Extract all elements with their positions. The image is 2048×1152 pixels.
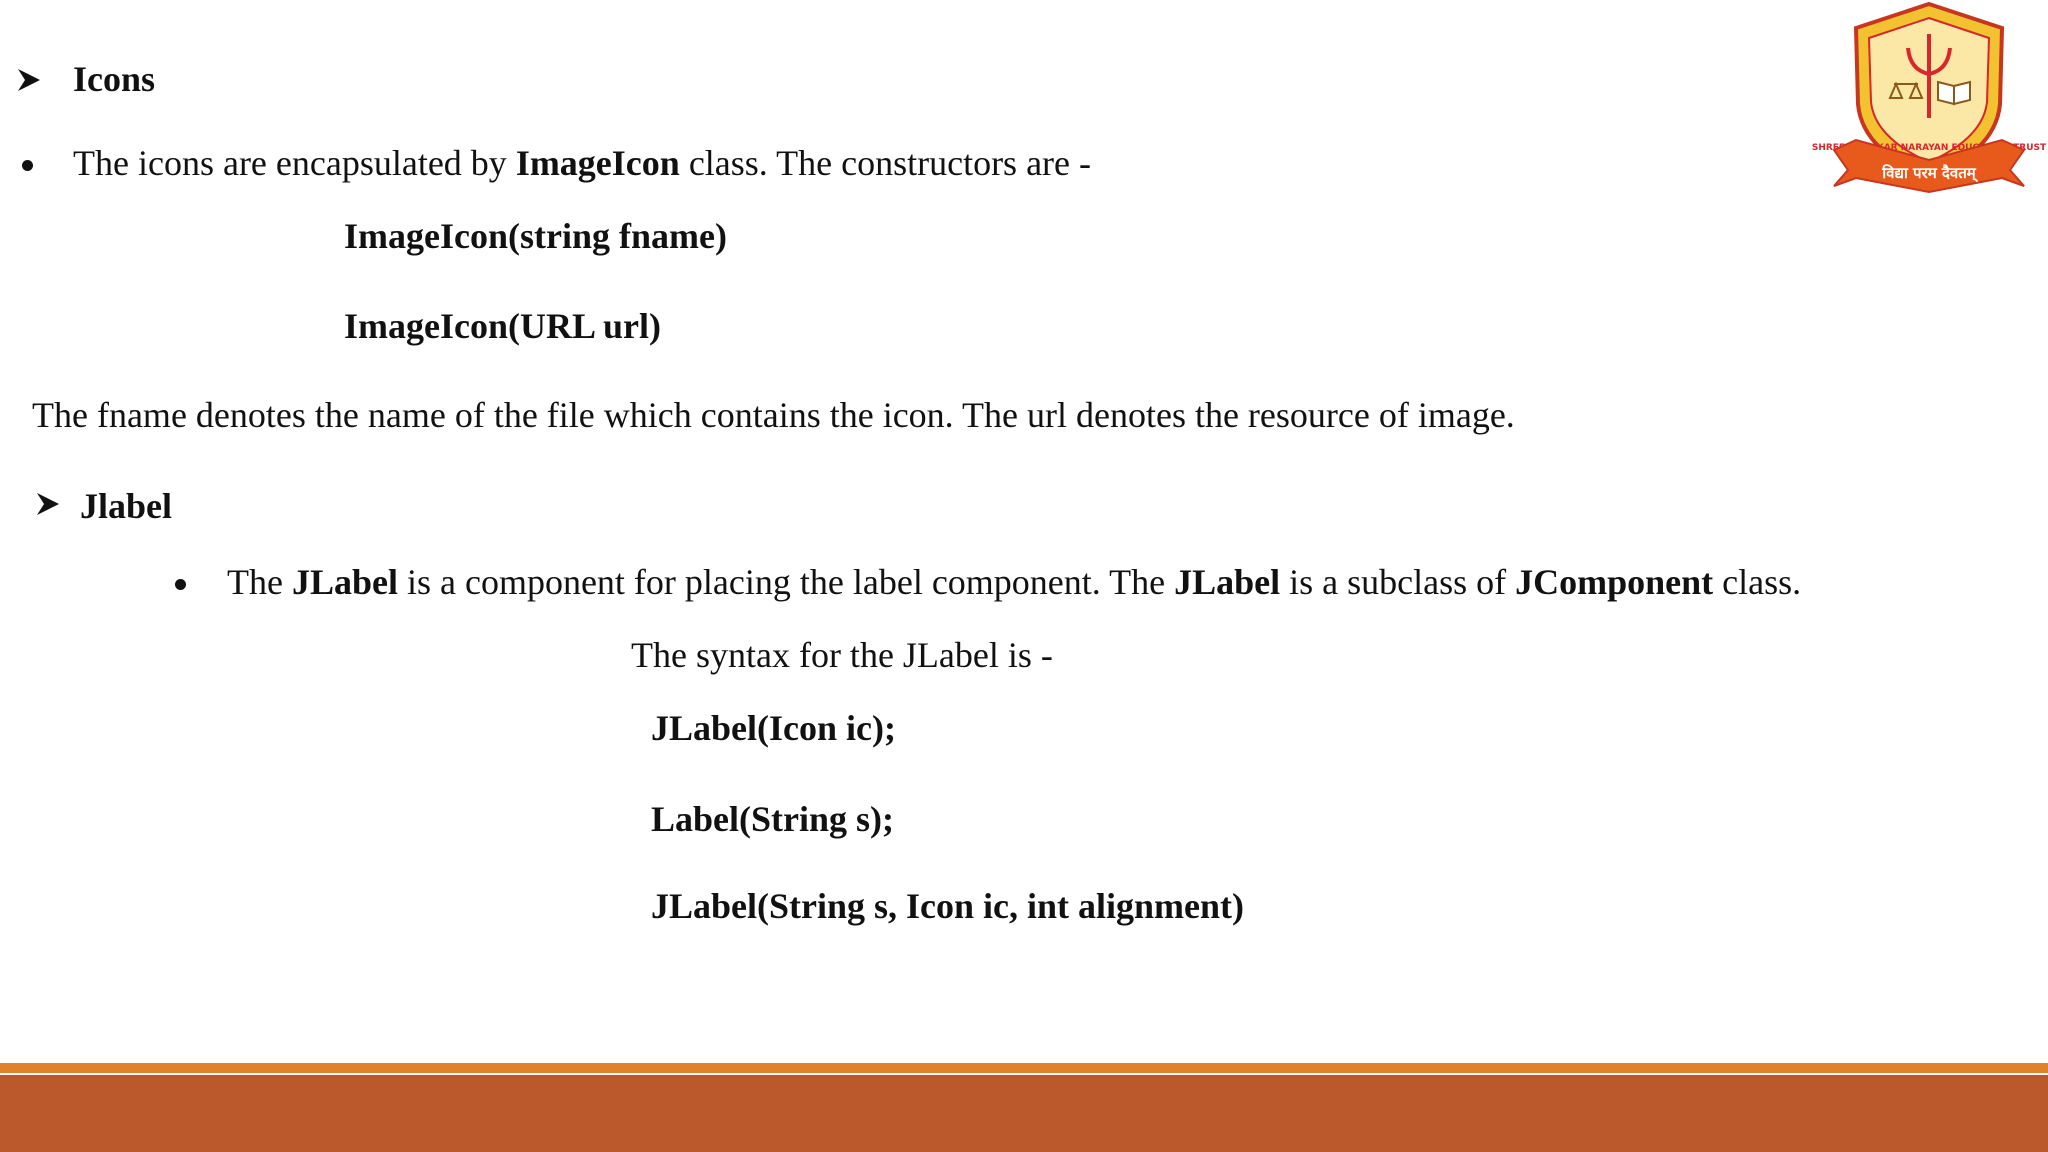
logo-motto: विद्या परम दैवतम् bbox=[1882, 164, 1976, 182]
syntax-line-2: Label(String s); bbox=[651, 799, 894, 839]
jlabel-bullet-text: The JLabel is a component for placing the label component. The JLabel is a subclass of JComponent class. bbox=[227, 562, 1802, 602]
icons-description: The fname denotes the name of the file which contains the icon. The url denotes the resource of image. bbox=[32, 395, 1515, 435]
icons-heading: Icons bbox=[73, 59, 156, 99]
trust-logo bbox=[1811, 0, 2047, 194]
syntax-line-1: JLabel(Icon ic); bbox=[651, 708, 896, 748]
bullet-icon bbox=[22, 160, 33, 171]
syntax-line-3: JLabel(String s, Icon ic, int alignment) bbox=[651, 886, 1245, 926]
footer-accent-bar bbox=[0, 1063, 2048, 1073]
syntax-intro: The syntax for the JLabel is - bbox=[631, 635, 1053, 675]
bullet-icon bbox=[175, 579, 186, 590]
arrow-bullet-icon bbox=[14, 65, 44, 95]
arrow-bullet-icon bbox=[33, 489, 63, 519]
footer-bar bbox=[0, 1075, 2048, 1152]
constructor-2: ImageIcon(URL url) bbox=[344, 306, 661, 346]
icons-bullet-text: The icons are encapsulated by ImageIcon class. The constructors are - bbox=[73, 143, 1091, 183]
constructor-1: ImageIcon(string fname) bbox=[344, 216, 727, 256]
jlabel-heading: Jlabel bbox=[80, 486, 173, 526]
logo-ring-text: SHREE SHANKAR NARAYAN EDUCATION TRUST bbox=[1811, 143, 2047, 153]
